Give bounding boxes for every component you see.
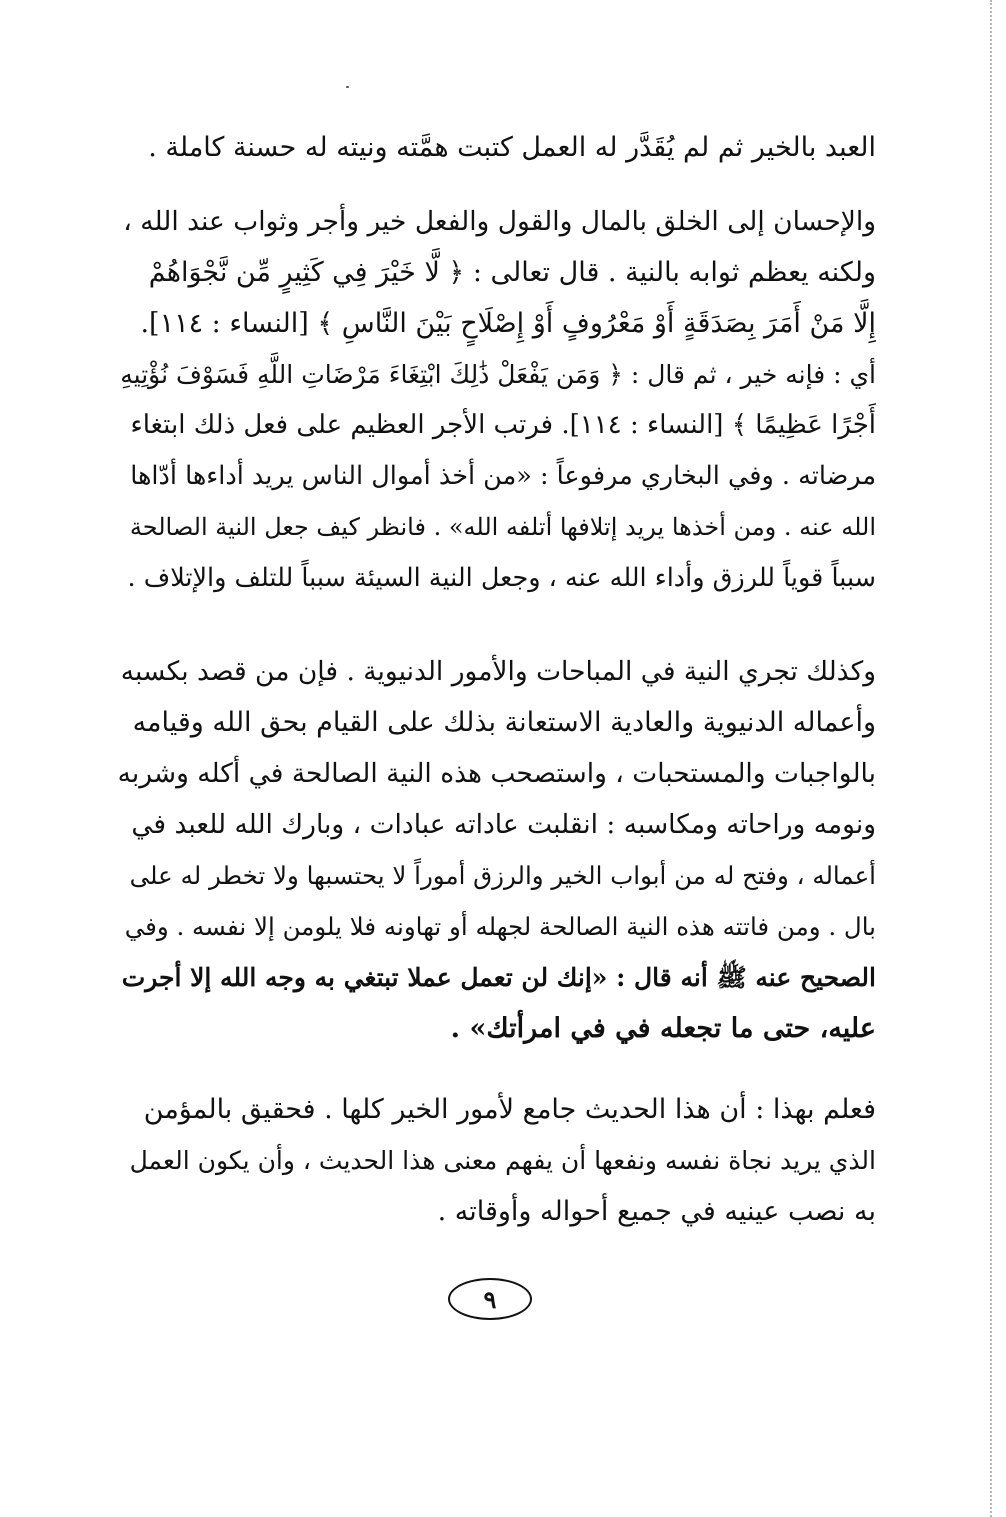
text-line: سبباً قوياً للرزق وأداء الله عنه ، وجعل النية السيئة سبباً للتلف والإتلاف . (127, 563, 876, 593)
text-line: بالواجبات والمستحبات ، واستصحب هذه النية الصالحة في أكله وشربه (118, 758, 876, 789)
text-line: ونومه وراحاته ومكاسبه : انقلبت عاداته عبادات ، وبارك الله للعبد في (131, 809, 876, 840)
text-line: بال . ومن فاتته هذه النية الصالحة لجهله أو تهاونه فلا يلومن إلا نفسه . وفي (124, 912, 876, 941)
paragraph-4 (118, 1084, 876, 1237)
scan-speck (346, 86, 349, 88)
quran-verse-line: ولكنه يعظم ثوابه بالنية . قال تعالى : ﴿ لَّا خَيْرَ فِي كَثِيرٍ مِّن نَّجْوَاهُمْ (148, 257, 876, 288)
paragraph-3 (118, 646, 876, 1054)
hadith-line: عليه، حتى ما تجعله في في امرأتك» . (450, 1013, 876, 1044)
quran-verse-line: أَجْرًا عَظِيمًا ﴾ [النساء : ١١٤]. فرتب الأجر العظيم على فعل ذلك ابتغاء (130, 410, 876, 440)
text-line: فعلم بهذا : أن هذا الحديث جامع لأمور الخير كلها . فحقيق بالمؤمن (143, 1094, 876, 1125)
hadith-line: الله عنه . ومن أخذها يريد إتلافها أتلفه الله» . فانظر كيف جعل النية الصالحة (129, 513, 876, 541)
quran-verse-line: أي : فإنه خير ، ثم قال : ﴿ وَمَن يَفْعَلْ ذَٰلِكَ ابْتِغَاءَ مَرْضَاتِ اللَّهِ فَسَوْفَ نُؤْتِيهِ (120, 360, 876, 389)
text-line: العبد بالخير ثم لم يُقَدَّر له العمل كتبت همَّته ونيته له حسنة كاملة . (148, 132, 876, 163)
text-line: والإحسان إلى الخلق بالمال والقول والفعل خير وأجر وثواب عند الله ، (123, 206, 876, 237)
paragraph-2 (118, 196, 876, 604)
hadith-line: مرضاته . وفي البخاري مرفوعاً : «من أخذ أموال الناس يريد أداءها أدّاها (130, 461, 876, 491)
text-line: وكذلك تجري النية في المباحات والأمور الدنيوية . فإن من قصد بكسبه (120, 656, 876, 687)
text-line: به نصب عينيه في جميع أحواله وأوقاته . (437, 1196, 876, 1227)
scan-edge (990, 0, 992, 1517)
text-line: الذي يريد نجاة نفسه ونفعها أن يفهم معنى هذا الحديث ، وأن يكون العمل (129, 1146, 876, 1175)
text-line: وأعماله الدنيوية والعادية الاستعانة بذلك على القيام بحق الله وقيامه (132, 707, 876, 738)
paragraph-1 (118, 122, 876, 173)
hadith-line: الصحيح عنه ﷺ أنه قال : «إنك لن تعمل عملا تبتغي به وجه الله إلا أجرت (121, 963, 876, 992)
page-number: ٩ (448, 1278, 532, 1320)
text-line: أعماله ، وفتح له من أبواب الخير والرزق أموراً لا يحتسبها ولا تخطر له على (129, 861, 876, 890)
quran-verse-line: إِلَّا مَنْ أَمَرَ بِصَدَقَةٍ أَوْ مَعْرُوفٍ أَوْ إِصْلَاحٍ بَيْنَ النَّاسِ ﴾ [النساء : ١١٤]. (140, 308, 876, 339)
